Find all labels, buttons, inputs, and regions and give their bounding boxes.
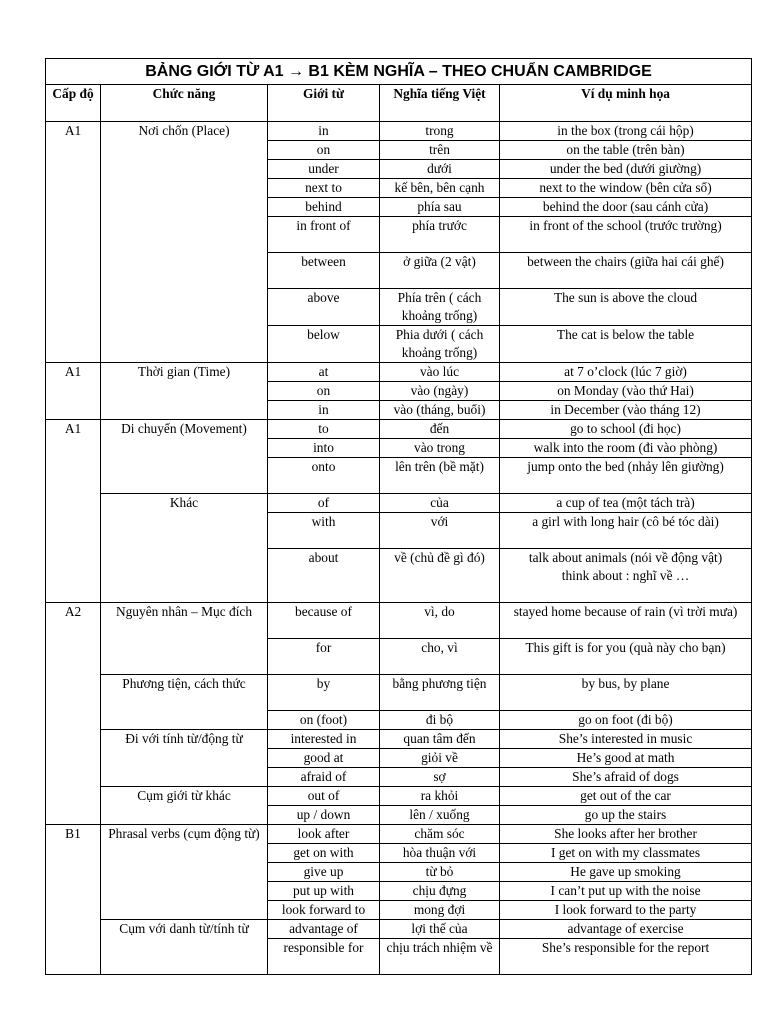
- meaning-cell: chăm sóc: [380, 825, 500, 844]
- meaning-cell: Phia dưới ( cách khoảng trống): [380, 326, 500, 363]
- example-cell: jump onto the bed (nhảy lên giường): [500, 458, 752, 494]
- meaning-cell: đi bộ: [380, 711, 500, 730]
- preposition-cell: for: [268, 639, 380, 675]
- preposition-cell: under: [268, 160, 380, 179]
- table-row: [46, 494, 752, 513]
- function-cell: Phrasal verbs (cụm động từ): [101, 825, 268, 920]
- preposition-cell: of: [268, 494, 380, 513]
- example-cell: a girl with long hair (cô bé tóc dài): [500, 513, 752, 549]
- level-cell: A1: [46, 122, 101, 363]
- example-cell: next to the window (bên cửa sổ): [500, 179, 752, 198]
- example-cell: stayed home because of rain (vì trời mưa): [500, 603, 752, 639]
- function-cell: Nguyên nhân – Mục đích: [101, 603, 268, 675]
- example-cell: on the table (trên bàn): [500, 141, 752, 160]
- meaning-cell: cho, vì: [380, 639, 500, 675]
- example-cell: This gift is for you (quà này cho bạn): [500, 639, 752, 675]
- preposition-cell: with: [268, 513, 380, 549]
- example-cell: The cat is below the table: [500, 326, 752, 363]
- preposition-cell: afraid of: [268, 768, 380, 787]
- header-meaning: Nghĩa tiếng Việt: [380, 85, 500, 122]
- example-cell: on Monday (vào thứ Hai): [500, 382, 752, 401]
- meaning-cell: lợi thế của: [380, 920, 500, 939]
- table-row: [46, 787, 752, 806]
- meaning-cell: vào trong: [380, 439, 500, 458]
- example-cell: between the chairs (giữa hai cái ghế): [500, 253, 752, 289]
- preposition-cell: advantage of: [268, 920, 380, 939]
- example-cell: I look forward to the party: [500, 901, 752, 920]
- example-cell: under the bed (dưới giường): [500, 160, 752, 179]
- meaning-cell: từ bỏ: [380, 863, 500, 882]
- function-cell: Phương tiện, cách thức: [101, 675, 268, 730]
- meaning-cell: trên: [380, 141, 500, 160]
- preposition-cell: into: [268, 439, 380, 458]
- example-cell: She’s interested in music: [500, 730, 752, 749]
- example-cell: go up the stairs: [500, 806, 752, 825]
- table-row: [46, 420, 752, 439]
- meaning-cell: ở giữa (2 vật): [380, 253, 500, 289]
- preposition-cell: in: [268, 122, 380, 141]
- example-cell: advantage of exercise: [500, 920, 752, 939]
- preposition-cell: about: [268, 549, 380, 603]
- table-row: [46, 363, 752, 382]
- meaning-cell: dưới: [380, 160, 500, 179]
- preposition-cell: at: [268, 363, 380, 382]
- preposition-cell: below: [268, 326, 380, 363]
- preposition-cell: by: [268, 675, 380, 711]
- meaning-cell: chịu trách nhiệm về: [380, 939, 500, 975]
- meaning-cell: ra khỏi: [380, 787, 500, 806]
- meaning-cell: lên / xuống: [380, 806, 500, 825]
- example-cell: She’s afraid of dogs: [500, 768, 752, 787]
- function-cell: Di chuyển (Movement): [101, 420, 268, 494]
- example-cell: at 7 o’clock (lúc 7 giờ): [500, 363, 752, 382]
- example-cell: a cup of tea (một tách trà): [500, 494, 752, 513]
- function-cell: Nơi chốn (Place): [101, 122, 268, 363]
- preposition-cell: good at: [268, 749, 380, 768]
- preposition-cell: on: [268, 141, 380, 160]
- example-cell: The sun is above the cloud: [500, 289, 752, 326]
- level-cell: B1: [46, 825, 101, 975]
- meaning-cell: sợ: [380, 768, 500, 787]
- preposition-cell: onto: [268, 458, 380, 494]
- header-preposition: Giới từ: [268, 85, 380, 122]
- example-cell: go on foot (đi bộ): [500, 711, 752, 730]
- meaning-cell: trong: [380, 122, 500, 141]
- preposition-cell: between: [268, 253, 380, 289]
- example-cell: go to school (đi học): [500, 420, 752, 439]
- example-cell: in December (vào tháng 12): [500, 401, 752, 420]
- example-cell: He gave up smoking: [500, 863, 752, 882]
- table-row: [46, 730, 752, 749]
- example-cell: He’s good at math: [500, 749, 752, 768]
- meaning-cell: giỏi về: [380, 749, 500, 768]
- meaning-cell: vào (tháng, buổi): [380, 401, 500, 420]
- example-cell: I get on with my classmates: [500, 844, 752, 863]
- preposition-cell: interested in: [268, 730, 380, 749]
- meaning-cell: quan tâm đến: [380, 730, 500, 749]
- table-row: [46, 603, 752, 639]
- preposition-cell: put up with: [268, 882, 380, 901]
- level-cell: A1: [46, 363, 101, 420]
- meaning-cell: phía trước: [380, 217, 500, 253]
- example-cell: get out of the car: [500, 787, 752, 806]
- preposition-cell: on (foot): [268, 711, 380, 730]
- table-row: [46, 825, 752, 844]
- preposition-cell: give up: [268, 863, 380, 882]
- preposition-cell: on: [268, 382, 380, 401]
- function-cell: Thời gian (Time): [101, 363, 268, 420]
- meaning-cell: chịu đựng: [380, 882, 500, 901]
- function-cell: Đi với tính từ/động từ: [101, 730, 268, 787]
- example-cell: [500, 549, 752, 603]
- example-text: talk about animals (nói về động vật): [528, 550, 723, 565]
- meaning-cell: phía sau: [380, 198, 500, 217]
- example-cell: I can’t put up with the noise: [500, 882, 752, 901]
- example-cell: in the box (trong cái hộp): [500, 122, 752, 141]
- meaning-cell: của: [380, 494, 500, 513]
- meaning-cell: vào lúc: [380, 363, 500, 382]
- level-cell: A2: [46, 603, 101, 825]
- meaning-cell: Phía trên ( cách khoảng trống): [380, 289, 500, 326]
- table-row: [46, 920, 752, 939]
- page-title: BẢNG GIỚI TỪ A1 → B1 KÈM NGHĨA – THEO CHUẨN CAMBRIDGE: [46, 59, 752, 85]
- meaning-cell: về (chủ đề gì đó): [380, 549, 500, 603]
- function-cell: Cụm với danh từ/tính từ: [101, 920, 268, 975]
- preposition-cell: in: [268, 401, 380, 420]
- meaning-cell: hòa thuận với: [380, 844, 500, 863]
- meaning-cell: với: [380, 513, 500, 549]
- level-cell: A1: [46, 420, 101, 603]
- example-cell: in front of the school (trước trường): [500, 217, 752, 253]
- table-row: [46, 122, 752, 141]
- example-cell: by bus, by plane: [500, 675, 752, 711]
- function-cell: Khác: [101, 494, 268, 603]
- preposition-cell: up / down: [268, 806, 380, 825]
- preposition-cell: responsible for: [268, 939, 380, 975]
- function-cell: Cụm giới từ khác: [101, 787, 268, 825]
- example-cell: She’s responsible for the report: [500, 939, 752, 975]
- meaning-cell: vì, do: [380, 603, 500, 639]
- meaning-cell: kế bên, bên cạnh: [380, 179, 500, 198]
- preposition-cell: to: [268, 420, 380, 439]
- example-cell: She looks after her brother: [500, 825, 752, 844]
- table-row: [46, 675, 752, 711]
- preposition-cell: in front of: [268, 217, 380, 253]
- example-cell: behind the door (sau cánh cửa): [500, 198, 752, 217]
- meaning-cell: bằng phương tiện: [380, 675, 500, 711]
- meaning-cell: vào (ngày): [380, 382, 500, 401]
- header-level: Cấp độ: [46, 85, 101, 122]
- preposition-cell: get on with: [268, 844, 380, 863]
- preposition-cell: out of: [268, 787, 380, 806]
- preposition-cell: look forward to: [268, 901, 380, 920]
- header-example: Ví dụ minh họa: [500, 85, 752, 122]
- preposition-table: [45, 58, 752, 975]
- example-cell: walk into the room (đi vào phòng): [500, 439, 752, 458]
- preposition-cell: look after: [268, 825, 380, 844]
- meaning-cell: đến: [380, 420, 500, 439]
- meaning-cell: lên trên (bề mặt): [380, 458, 500, 494]
- header-function: Chức năng: [101, 85, 268, 122]
- meaning-cell: mong đợi: [380, 901, 500, 920]
- preposition-cell: above: [268, 289, 380, 326]
- preposition-cell: behind: [268, 198, 380, 217]
- example-text-extra: think about : nghĩ về …: [561, 568, 690, 583]
- preposition-cell: because of: [268, 603, 380, 639]
- preposition-cell: next to: [268, 179, 380, 198]
